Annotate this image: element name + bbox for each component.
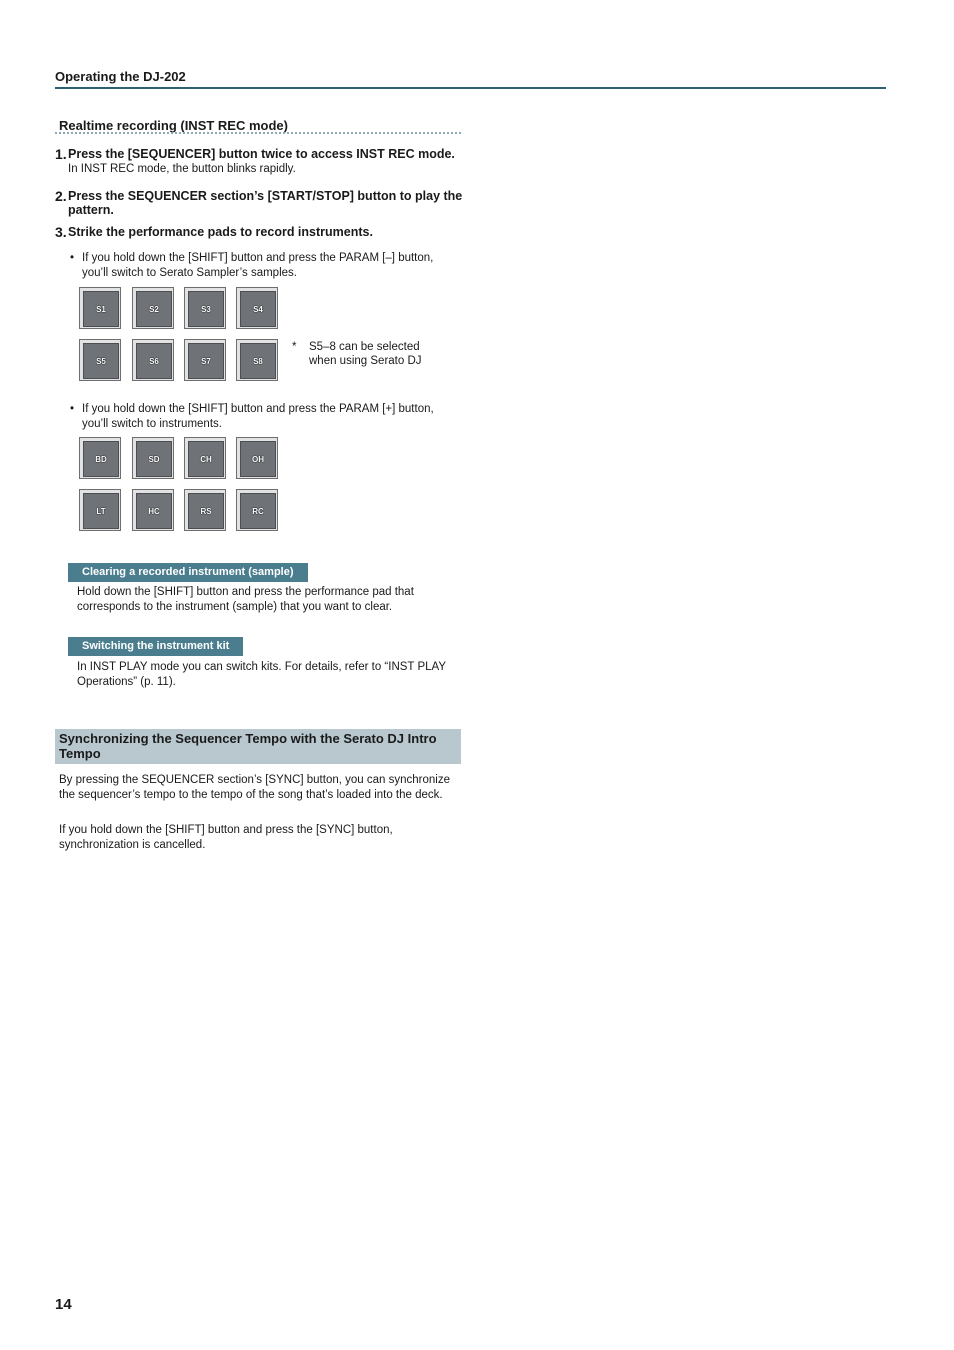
pad-label: BD	[83, 441, 119, 477]
sync-section-heading: Synchronizing the Sequencer Tempo with the Serato DJ Intro Tempo	[55, 729, 461, 764]
pad-label: S7	[188, 343, 224, 379]
pad-label: S4	[240, 291, 276, 327]
sample-pad-s7	[184, 339, 226, 381]
clear-sample-text: Hold down the [SHIFT] button and press the performance pad that corresponds to the instrument (sample) that you want to clear.	[77, 586, 414, 613]
sample-pad-s2	[132, 287, 174, 329]
bullet-text: If you hold down the [SHIFT] button and press the PARAM [+] button, you’ll switch to instruments.	[82, 403, 434, 430]
pad-label: S2	[136, 291, 172, 327]
instrument-pad-bd	[79, 437, 121, 479]
instrument-pad-sd	[132, 437, 174, 479]
pad-label: S6	[136, 343, 172, 379]
pad-label: S5	[83, 343, 119, 379]
pad-label: S8	[240, 343, 276, 379]
instrument-pad-oh	[236, 437, 278, 479]
pad-label: HC	[136, 493, 172, 529]
note-text: S5–8 can be selected when using Serato DJ	[309, 341, 422, 367]
dotted-divider	[55, 132, 461, 134]
sample-pad-s3	[184, 287, 226, 329]
pad-label: LT	[83, 493, 119, 529]
step-number: 1.	[55, 146, 67, 162]
pad-label: CH	[188, 441, 224, 477]
step-text: Press the [SEQUENCER] button twice to access INST REC mode.	[68, 147, 455, 161]
sync-paragraph-2: If you hold down the [SHIFT] button and press the [SYNC] button, synchronization is cancelled.	[59, 824, 393, 851]
sample-pad-s6	[132, 339, 174, 381]
sync-paragraph-1: By pressing the SEQUENCER section’s [SYNC] button, you can synchronize the sequencer’s tempo to the tempo of the song that’s loaded into the deck.	[59, 774, 450, 801]
instrument-pad-ch	[184, 437, 226, 479]
note-asterisk: *	[292, 341, 297, 353]
running-header: Operating the DJ-202	[55, 69, 186, 84]
switch-kit-tag: Switching the instrument kit	[68, 637, 243, 656]
step-text: Strike the performance pads to record instruments.	[68, 225, 373, 239]
pad-label: S3	[188, 291, 224, 327]
instrument-pad-lt	[79, 489, 121, 531]
bullet-dot: •	[70, 252, 75, 264]
bullet-text: If you hold down the [SHIFT] button and press the PARAM [–] button, you’ll switch to Serato Sampler’s samples.	[82, 252, 434, 279]
instrument-pad-hc	[132, 489, 174, 531]
pad-label: SD	[136, 441, 172, 477]
step-number: 2.	[55, 188, 67, 204]
section-title: Realtime recording (INST REC mode)	[59, 118, 288, 133]
sample-pad-s1	[79, 287, 121, 329]
instrument-pad-rs	[184, 489, 226, 531]
clear-sample-tag: Clearing a recorded instrument (sample)	[68, 563, 308, 582]
step-text: Press the SEQUENCER section’s [START/STOP] button to play the pattern.	[68, 189, 463, 217]
pad-label: S1	[83, 291, 119, 327]
step-number: 3.	[55, 224, 67, 240]
pad-label: RC	[240, 493, 276, 529]
sample-pad-s4	[236, 287, 278, 329]
sample-pad-s5	[79, 339, 121, 381]
pad-label: OH	[240, 441, 276, 477]
page-number: 14	[55, 1296, 72, 1313]
step-1-subtext: In INST REC mode, the button blinks rapidly.	[68, 163, 296, 175]
pad-label: RS	[188, 493, 224, 529]
header-rule	[55, 87, 886, 89]
sample-pad-s8	[236, 339, 278, 381]
instrument-pad-rc	[236, 489, 278, 531]
switch-kit-text: In INST PLAY mode you can switch kits. For details, refer to “INST PLAY Operations” (p. 11).	[77, 661, 446, 688]
bullet-dot: •	[70, 403, 75, 415]
